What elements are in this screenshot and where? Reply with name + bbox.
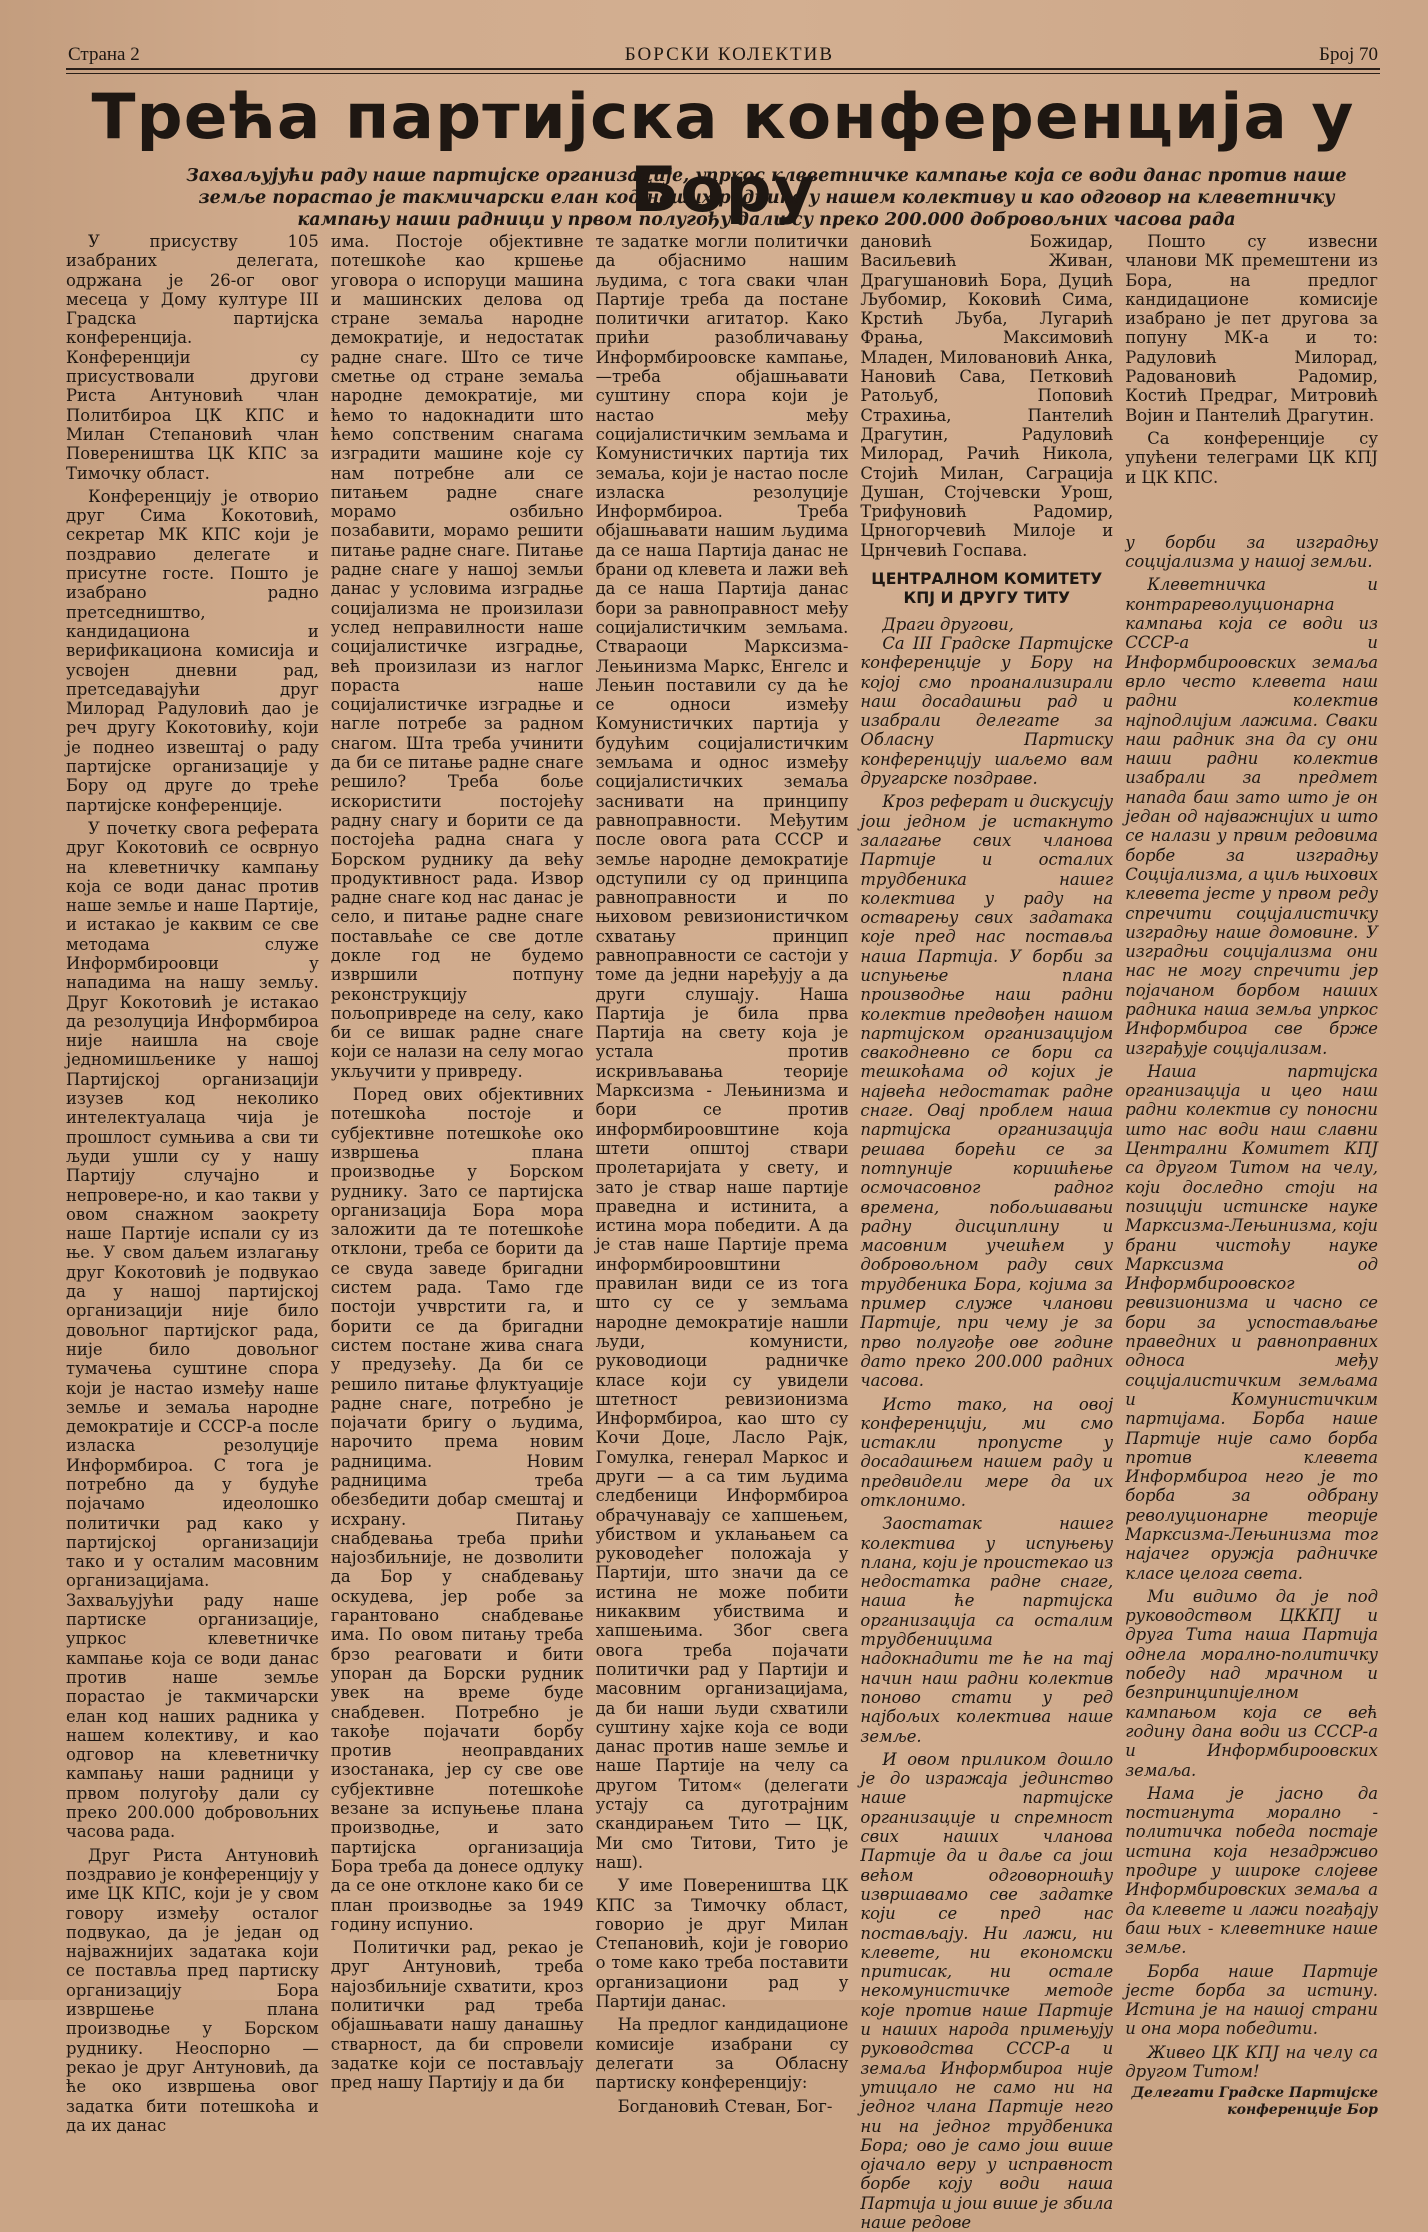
column-4 bbox=[860, 232, 1114, 2232]
paragraph: У почетку свога реферата друг Кокотовић се осврнуо на клеветничку кампању која се води данас против наше земље и наше Партије, и истакао је каквим се све методама служе Информбироовци у нападима на нашу земљу. Друг Кокотовић је истакао да резолуција Информбироа није наишла на своје једномишљенике у нашој Партијској организацији изузев код неколико интелектуалаца чија је прошлост сумњива а сви ти људи ушли су у нашу Партију случајно и непровере-но, и као такви у овом снажном заокрету наше Партије испали су из ње. У свом даљем излагању друг Кокотовић је подвукао да у нашој партијској организацији није било довољног партијског рада, није било довољног тумачења суштине спора који је настао између наше земље и земаља народне демократије и СССР-а после изласка резолуције Информбироа. С тога је потребно да у будуће појачамо идеолошко политички рад како у партијској организацији тако и у осталим масовним организацијама. Захваљујући раду наше партиске организације, упркос клеветничке кампање која се води данас против наше земље порастао је такмичарски елан код наших радника у нашем колективу, и као одговор на клеветничку кампању наши радници у првом полугођу дали су преко 200.000 добровољних часова рада. bbox=[66, 818, 319, 1842]
letter-paragraph: Нама је јасно да постигнута морално - политичка победа постаје истина која незадрживо продире у широке слојеве Информбировских земаља а да клевете и лажи погађају баш њих - клеветнике наше земље. bbox=[1125, 1783, 1378, 1958]
article-columns bbox=[66, 232, 1378, 2232]
column-1 bbox=[66, 232, 319, 2135]
paragraph: Пошто су извесни чланови МК премештени из Бора, на предлог кандидационе комисије изабрано је пет другова за попуну МК-а и то: Радуловић Милорад, Радовановић Радомир, Костић Предраг, Митровић Војин и Пантелић Драгутин. bbox=[1125, 232, 1378, 425]
column-2 bbox=[330, 232, 584, 2093]
column-spacer bbox=[1125, 487, 1378, 533]
paragraph: Конференцију је отворио друг Сима Кокотовић, секретар МК КПС који је поздравио делегате и присутне госте. Пошто је изабрано радно претседништво, кандидациона и верификациона комисија и усвојен дневни рад, претседавајући друг Милорад Радуловић дао је реч другу Кокотовићу, који је поднео извештај о раду партијске организације у Бору од друге до треће партијске конференције. bbox=[66, 486, 319, 815]
paragraph: Поред ових објективних потешкоћа постоје и субјективне потешкоће око извршења плана производње у Борском руднику. Зато се партијска организација Бора мора заложити да те потешкоће отклони, треба се борити да се свуда заведе бригадни систем рада. Тамо где постоји учврстити га, и борити се да бригадни систем постане жива снага у предузећу. Да би се решило питање флуктуације радне снаге, потребно је појачати бригу о људима, нарочито према новим радницима. Новим радницима треба обезбедити добар смештај и исхрану. Питању снабдевања треба прићи најозбиљније, не дозволити да Бор у снабдевању оскудева, јер робе за гарантовано снабдевање има. По овом питању треба брзо реаговати и бити упоран да Борски рудник увек на време буде снабдевен. Потребно је такође појачати борбу против неоправданих изостанака, јер су све ове субјективне потешкоће везане за испуњење плана производње, и зато партијска организација Бора треба да донесе одлуку да се оне отклоне како би се план производње за 1949 годину испунио. bbox=[330, 1085, 584, 1934]
paragraph: У присуству 105 изабраних делегата, одржана је 26-ог овог месеца у Дому културе III Градска партијска конференција. Конференцији су присуствовали другови Риста Антуновић члан Политбироа ЦК КПС и Милан Степановић члан Повереништва ЦК КПС за Тимочку област. bbox=[66, 232, 319, 483]
letter-body-continued bbox=[1125, 533, 1378, 2081]
paragraph: Богдановић Стеван, Бог- bbox=[617, 2096, 833, 2116]
article-headline: Трећа партијска конференција у Бору bbox=[91, 80, 1355, 226]
letter-paragraph: Исто тако, на овој конференцији, ми смо истакли пропусте у досадашњем нашем раду и предвидели мере да их отклонимо. bbox=[860, 1394, 1114, 1510]
paragraph: Друг Риста Антуновић поздравио је конференцију у име ЦК КПС, који је у свом говору између осталог подвукао, да је један од најважнијих задатака који се поставља пред партиску организацију Бора извршење плана производње у Борском руднику. Неоспорно — рекао је друг Антуновић, да ће око извршења овог задатка бити потешкоћа и да их данас bbox=[66, 1845, 319, 2135]
letter-paragraph: Наша партијска организација и цео наш радни колектив су поносни што нас води наш славни Централни Комитет КПЈ са другом Титом на челу, који доследно стоји на позицији истинске науке Марксизма-Лењинизма, који брани чистоћу науке Марксизма од Информбироовског ревизионизма и часно се бори за успостављање праведних и равноправних односа међу социјалистичким земљама и Комунистичким партијама. Борба наше Партије није само борба против клевета Информбироа него је то борба за одбрану револуционарне теорије Марксизма-Лењинизма тог најачег оружја радничке класе целога света. bbox=[1125, 1061, 1378, 1583]
column-3 bbox=[595, 232, 849, 2116]
header-rule bbox=[66, 68, 1380, 70]
newspaper-name: БОРСКИ КОЛЕКТИВ bbox=[624, 44, 835, 65]
page-header bbox=[68, 36, 1378, 66]
column-5 bbox=[1125, 232, 1378, 2119]
letter-paragraph: Борба наше Партије јесте борба за истину. Истина је на нашој страни и она мора победити. bbox=[1125, 1961, 1378, 2039]
paragraph: Са конференције су упућени телеграми ЦК КПЈ и ЦК КПС. bbox=[1125, 428, 1378, 487]
letter-greeting: Драги другови, bbox=[882, 614, 1014, 634]
letter-signature: Делегати Градске Партијске конференције Бор bbox=[1131, 2085, 1378, 2119]
paragraph: те задатке могли политички да објаснимо нашим људима, с тога сваки члан Партије треба да постане политички агитатор. Како прићи разобличавању Информбироовске кампање,—треба објашњавати суштину спора који је настао међу социјалистичким земљама и Комунистичких партија тих земаља, који је настао после изласка резолуције Информбироа. Треба објашњавати нашим људима да се наша Партија данас не брани од клевета и лажи већ да се наша Партија данас бори за равноправност међу социјалистичким земљама. Ствараоци Марксизма-Лењинизма Маркс, Енгелс и Лењин поставили су да ће се односи између Комунистичких партија у будућим социјалистичким земљама и однос између социјалистичких земаља заснивати на принципу равноправности. Међутим после овога рата СССР и земље народне демократије одступили су од принципа равноправности и по њиховом ревизионистичком схватању принцип равноправности се састоји у томе да једни наређују а да други слушају. Наша Партија је била прва Партија на свету која је устала против искривљавања теорије Марксизма - Лењинизма и бори се против информбироовштине која штети општој ствари пролетаријата у свету, и зато је ствар наше партије праведна и истинита, а истина мора победити. А да је став наше Партије према информбироовштини правилан види се из тога што су се у земљама народне демократије нашли људи, комунисти, руководиоци радничке класе који су увидели штетност ревизионизма Информбироа, као што су Кочи Доџе, Ласло Рајк, Гомулка, генерал Маркос и други — а са тим људима следбеници Информбироа обрачунавају се хапшењем, убиством и уклањањем са руководећег положаја у Партији, што значи да се истина не може побити никаквим убиствима и хапшењима. Због свега овога треба појачати политички рад у Партији и масовним организацијама, да би наши људи схватили суштину хајке која се води данас против наше земље и наше Партије на челу са другом Титом« (делегати устају са дуготрајним скандирањем Тито — ЦК, Ми смо Титови, Тито је наш). bbox=[595, 232, 849, 1872]
letter-paragraph: Заостатак нашег колектива у испуњењу плана, који је проистекао из недостатка радне снаге, наша ће партијска организација са осталим трудбеницима надокнадити те ће на тај начин наш радни колектив поново стати у ред најбољих колектива наше земље. bbox=[860, 1514, 1114, 1746]
letter-paragraph: Са III Градске Партијске конференције у Бору на којој смо проанализирали наш досадашњи рад и изабрали делегате за Обласну Партиску конференцију шаљемо вам другарске поздраве. bbox=[860, 633, 1114, 789]
paragraph: На предлог кандидационе комисије изабрани су делегати за Обласну партиску конференцију: bbox=[595, 2015, 849, 2093]
letter-paragraph: И овом приликом дошло је до изражаја јединство наше партијске организације и спремност свих наших чланова Партије да и даље са још већом одговорношћу извршавамо све задатке који се пред нас постављају. Ни лажи, ни клевете, ни економски притисак, ни остале некомунистичке методе које против наше Партије и наших народа примењују руководства СССР-а и земаља Информбироа није утицало не само ни на једног члана Партије него ни на једног трудбеника Бора; ово је само још више ојачало веру у исправност борбе коју води наша Партија и још више је збила наше редове bbox=[860, 1749, 1114, 2232]
page-number: Страна 2 bbox=[68, 44, 140, 65]
letter-paragraph: у борби за изградњу социјализма у нашој земљи. bbox=[1125, 532, 1378, 572]
paragraph: Политички рад, рекао је друг Антуновић, треба најозбиљније схватити, кроз политички рад треба објашњавати нашу данашњу стварност, да би спровели задатке који се постављају пред нашу Партију и да би bbox=[330, 1938, 584, 2093]
paragraph: има. Постоје објективне потешкоће као кршење уговора о испоруци машина и машинских делова од стране земаља народне демократије, и недостатак радне снаге. Што се тиче сметње од стране земаља народне демократије, ми ћемо то надокнадити што ћемо сопственим снагама изградити машине које су нам потребне али се питањем радне снаге морамо озбиљно позабавити, морамо решити питање радне снаге. Питање радне снаге у нашој земљи данас у условима изградње социјализма не произилази услед неправилности наше социјалистичке изградње, већ произилази из наглог пораста наше социјалистичке изградње и нагле потребе за радном снагом. Шта треба учинити да би се питање радне снаге решило? Треба боље искористити постојећу радну снагу и борити се да постојећа радна снага у Борском руднику да већу продуктивност рада. Извор радне снаге код нас данас је село, и питање радне снаге постављаће се све дотле докле год не будемо извршили потпуну реконструкцију пољопривреде на селу, како би се вишак радне снаге који се налази на селу могао укључити у привреду. bbox=[330, 232, 584, 1081]
header-rule-thin bbox=[66, 73, 1380, 74]
article-subheadline: Захваљујући раду наше партијске организације, упркос клеветничке кампање која се води данас против наше земље порастао је такмичарски елан код наших радника у нашем колективу и као одговор на клеветничку кампању наши радници у првом полугођу дали су преко 200.000 добровољних часова рада bbox=[186, 166, 1347, 230]
letter-paragraph: Кроз реферат и дискусију још једном је истакнуто залагање свих чланова Партије и осталих трудбеника нашег колектива у раду на остварењу свих задатака које пред нас поставља наша Партија. У борби за испуњење плана производње наш радни колектив предвођен нашом партијском организацијом свакодневно се бори са тешкоћама од којих је највећа недостатак радне снаге. Овај проблем наша партијска организација решава борећи се за потпуније коришћење осмочасовног радног времена, побољшавањи радну дисциплину и масовним учешћем у добровољном раду свих трудбеника Бора, којима за пример служе чланови Партије, при чему је за прво полугође ове године дато преко 200.000 радних часова. bbox=[860, 792, 1114, 1391]
letter-body bbox=[860, 634, 1113, 2232]
letter-heading: ЦЕНТРАЛНОМ КОМИТЕТУ КПЈ И ДРУГУ ТИТУ bbox=[871, 570, 1103, 608]
letter-paragraph: Ми видимо да је под руководством ЦККПЈ и друга Тита наша Партија однела морално-политичку победу над мрачном и безпринципијелном кампањом која се већ годину дана води из СССР-а и Информбироовских земаља. bbox=[1125, 1586, 1378, 1780]
letter-paragraph: Клеветничка и контрареволуционарна кампања која се води из СССР-а и Информбироовских земаља врло често клевета наш радни колектив најподлијим лажима. Сваки наш радник зна да су они наши радни колектив изабрали за предмет напада баш зато што је он један од најважнијих и што се налази у првим редовима борбе за изградњу Социјализма, а циљ њихових клевета јесте у првом реду спречити социјалистичку изградњу наше домовине. У изградњи социјализма они нас не могу спречити јер појачаном борбом наших радника наша земља упркос Информбироа све брже изграђује социјализам. bbox=[1125, 575, 1378, 1058]
letter-paragraph: Живео ЦК КПЈ на челу са другом Титом! bbox=[1125, 2042, 1378, 2082]
paragraph: У име Повереништва ЦК КПС за Тимочку област, говорио је друг Милан Степановић, који је говорио о томе како треба поставити организациони рад у Партији данас. bbox=[595, 1876, 849, 2012]
issue-number: Број 70 bbox=[1319, 44, 1378, 65]
paragraph: дановић Божидар, Васиљевић Живан, Драгушановић Бора, Дуцић Љубомир, Коковић Сима, Крстић Љуба, Лугарић Фрања, Максимовић Младен, Миловановић Анка, Нановић Сава, Петковић Ратољуб, Поповић Страхиња, Пантелић Драгутин, Радуловић Милорад, Рачић Никола, Стојић Милан, Саграција Душан, Стојчевски Урош, Трифуновић Радомир, Црногорчевић Милоје и Црнчевић Госпава. bbox=[860, 232, 1114, 560]
